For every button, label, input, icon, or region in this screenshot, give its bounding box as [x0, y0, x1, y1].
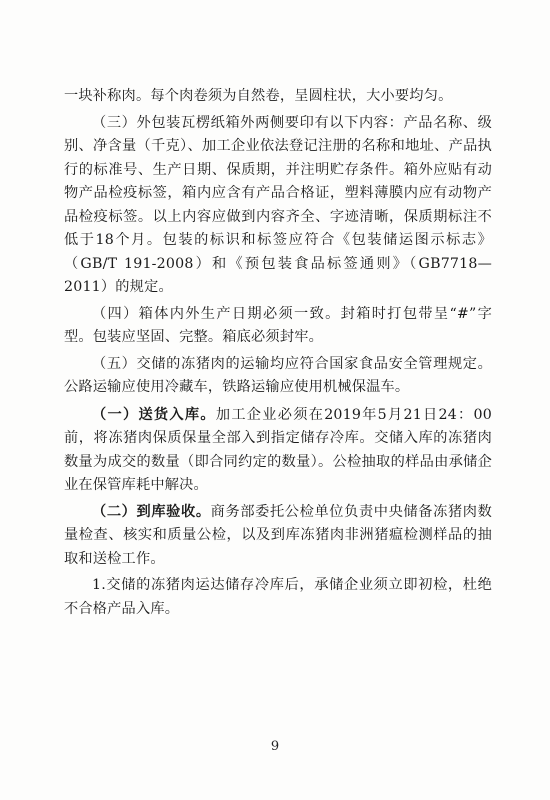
delivery-label: （一）送货入库。 [92, 406, 216, 423]
paragraph-transport: （五）交储的冻猪肉的运输均应符合国家食品安全管理规定。公路运输应使用冷藏车，铁路运输应使用机械保温车。 [64, 355, 492, 395]
paragraph-box-sealing: （四）箱体内外生产日期必须一致。封箱时打包带呈“#”字型。包装应坚固、完整。箱底必须封牢。 [64, 305, 492, 345]
acceptance-label: （二）到库验收。 [92, 503, 211, 520]
paragraph-initial-inspection: 1.交储的冻猪肉运达储存冷库后，承储企业须立即初检，杜绝不合格产品入库。 [64, 577, 492, 617]
acceptance-text: 商务部委托公检单位负责中央储备冻猪肉数量检查、核实和质量公检，以及到库冻猪肉非洲猪瘟检测样品的抽取和送检工作。 [64, 503, 492, 567]
paragraph-packaging-labels: （三）外包装瓦楞纸箱外两侧要印有以下内容：产品名称、级别、净含量（千克）、加工企业依法登记注册的名称和地址、产品执行的标准号、生产日期、保质期，并注明贮存条件。箱外应贴有动物产品检疫标签，箱内应含有产品合格证，塑料薄膜内应有动物产品检疫标签。以上内容应做到内容齐全、字迹清晰，保质期标注不低于18个月。包装的标识和标签应符合《包装储运图示标志》（GB/T 191-2008）和《预包装食品标签通则》（GB7718—2011）的规定。 [64, 114, 492, 295]
paragraph-delivery [64, 404, 492, 498]
paragraph-continuation: 一块补称肉。每个肉卷须为自然卷，呈圆柱状，大小要均匀。 [64, 88, 453, 104]
document-body [64, 85, 492, 621]
page-number: 9 [270, 739, 280, 754]
delivery-text: 加工企业必须在2019年5月21日24：00前，将冻猪肉保质保量全部入到指定储存冷库。交储入库的冻猪肉数量为成交的数量（即合同约定的数量）。公检抽取的样品由承储企业在保管库耗中解决。 [64, 406, 492, 493]
paragraph-acceptance [64, 501, 492, 572]
